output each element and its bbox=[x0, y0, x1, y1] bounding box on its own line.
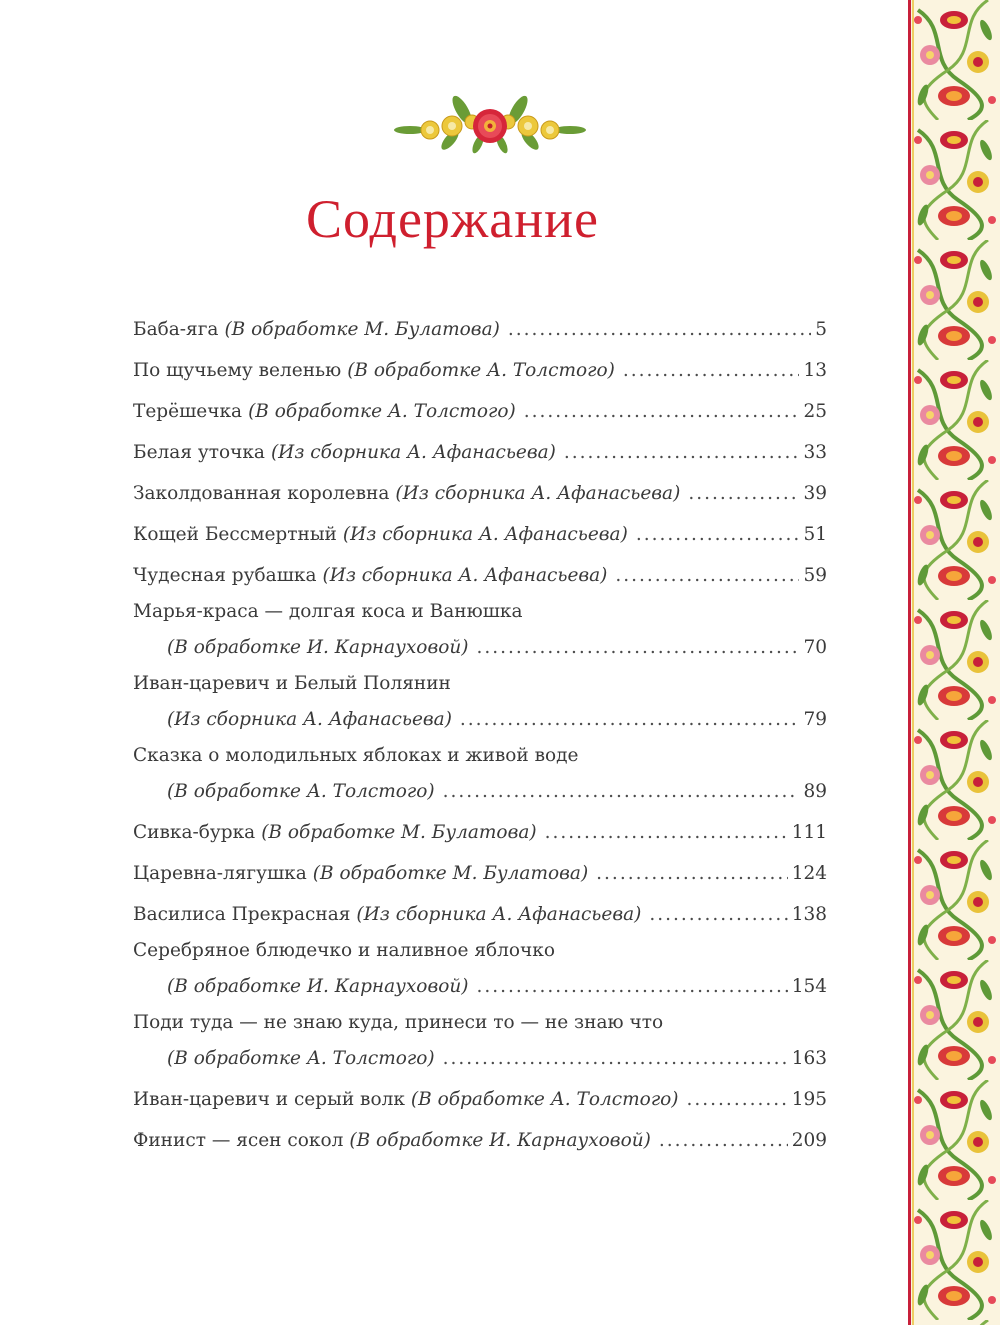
toc-entry-credit: (В обработке А. Толстого) bbox=[248, 401, 516, 423]
toc-entry-page: 25 bbox=[803, 401, 827, 423]
toc-leader-dots bbox=[460, 711, 800, 730]
toc-entry-page: 33 bbox=[803, 442, 827, 464]
toc-entry bbox=[133, 895, 827, 936]
toc-entry-credit: (В обработке И. Карнауховой) bbox=[167, 976, 469, 998]
toc-leader-dots bbox=[524, 403, 800, 422]
toc-entry-page: 138 bbox=[791, 904, 827, 926]
toc-entry-credit: (Из сборника А. Афанасьева) bbox=[322, 565, 608, 587]
toc-leader-dots bbox=[476, 639, 799, 658]
toc-entry-credit: (В обработке И. Карнауховой) bbox=[349, 1130, 651, 1152]
toc-entry-credit: (В обработке М. Булатова) bbox=[312, 863, 589, 885]
toc-entry-page: 39 bbox=[803, 483, 827, 505]
toc-entry-title: Заколдованная королевна bbox=[133, 483, 390, 505]
toc-entry-page: 209 bbox=[791, 1130, 827, 1152]
toc-entry bbox=[133, 433, 827, 474]
toc-leader-dots bbox=[508, 321, 811, 340]
toc-entry-page: 163 bbox=[791, 1048, 827, 1070]
toc-entry-title: Баба-яга bbox=[133, 319, 219, 341]
toc-entry-page: 59 bbox=[803, 565, 827, 587]
toc-entry-credit: (В обработке И. Карнауховой) bbox=[167, 637, 469, 659]
toc-entry-page: 154 bbox=[791, 976, 827, 998]
toc-entry bbox=[133, 474, 827, 515]
toc-entry-title: Чудесная рубашка bbox=[133, 565, 317, 587]
toc-leader-dots bbox=[615, 567, 799, 586]
toc-entry-credit: (В обработке М. Булатова) bbox=[224, 319, 500, 341]
toc-entry bbox=[133, 310, 827, 351]
toc-leader-dots bbox=[545, 824, 788, 843]
toc-leader-dots bbox=[623, 362, 800, 381]
toc-entry bbox=[133, 515, 827, 556]
toc-entry-credit: (Из сборника А. Афанасьева) bbox=[167, 709, 452, 731]
toc-leader-dots bbox=[636, 526, 800, 545]
toc-entry-page: 51 bbox=[803, 524, 827, 546]
toc-entry-title: Царевна-лягушка bbox=[133, 863, 307, 885]
toc-leader-dots bbox=[687, 1091, 788, 1110]
toc-entry-page: 70 bbox=[803, 637, 827, 659]
page-title: Содержание bbox=[306, 189, 599, 249]
toc-entry-credit: (В обработке А. Толстого) bbox=[347, 360, 615, 382]
toc-entry-title: Кощей Бессмертный bbox=[133, 524, 337, 546]
toc-leader-dots bbox=[659, 1132, 788, 1151]
toc-entry-title: Поди туда — не знаю куда, принеси то — не знаю что bbox=[133, 1012, 664, 1034]
toc-entry-page: 79 bbox=[803, 709, 827, 731]
decorative-border bbox=[908, 0, 1000, 1325]
toc-entry-credit: (В обработке А. Толстого) bbox=[167, 1048, 435, 1070]
toc-leader-dots bbox=[443, 1050, 788, 1069]
toc-entry-title: Финист — ясен сокол bbox=[133, 1130, 344, 1152]
toc-entry bbox=[133, 1121, 827, 1162]
toc-entry-page: 5 bbox=[815, 319, 827, 341]
toc-entry bbox=[133, 741, 827, 813]
toc-entry-page: 111 bbox=[791, 822, 827, 844]
toc-entry-credit: (В обработке А. Толстого) bbox=[167, 781, 435, 803]
toc-entry-credit: (В обработке М. Булатова) bbox=[261, 822, 537, 844]
toc-entry bbox=[133, 936, 827, 1008]
toc-entry bbox=[133, 351, 827, 392]
toc-entry-title: Серебряное блюдечко и наливное яблочко bbox=[133, 940, 555, 962]
toc-entry bbox=[133, 1008, 827, 1080]
toc-entry-title: Терёшечка bbox=[133, 401, 243, 423]
toc-entry-credit: (Из сборника А. Афанасьева) bbox=[395, 483, 681, 505]
toc-entry-page: 124 bbox=[791, 863, 827, 885]
toc-leader-dots bbox=[596, 865, 788, 884]
toc-entry-title: Василиса Прекрасная bbox=[133, 904, 351, 926]
toc-entry bbox=[133, 597, 827, 669]
toc-leader-dots bbox=[443, 783, 800, 802]
toc-leader-dots bbox=[688, 485, 799, 504]
toc-entry-credit: (Из сборника А. Афанасьева) bbox=[356, 904, 642, 926]
toc-leader-dots bbox=[649, 906, 787, 925]
toc-entry-title: По щучьему веленью bbox=[133, 360, 342, 382]
toc-leader-dots bbox=[564, 444, 800, 463]
toc-entry-credit: (Из сборника А. Афанасьева) bbox=[270, 442, 556, 464]
toc-entry bbox=[133, 392, 827, 433]
toc-entry-title: Марья-краса — долгая коса и Ванюшка bbox=[133, 601, 523, 623]
toc-entry-title: Иван-царевич и серый волк bbox=[133, 1089, 405, 1111]
toc-entry bbox=[133, 854, 827, 895]
toc-entry-title: Сивка-бурка bbox=[133, 822, 256, 844]
floral-ornament bbox=[390, 92, 590, 162]
toc-entry bbox=[133, 556, 827, 597]
toc-entry-page: 89 bbox=[803, 781, 827, 803]
table-of-contents bbox=[133, 310, 827, 1162]
toc-entry-credit: (В обработке А. Толстого) bbox=[410, 1089, 679, 1111]
toc-entry-page: 13 bbox=[803, 360, 827, 382]
toc-entry-title: Иван-царевич и Белый Полянин bbox=[133, 673, 451, 695]
toc-entry bbox=[133, 669, 827, 741]
toc-entry-credit: (Из сборника А. Афанасьева) bbox=[342, 524, 628, 546]
toc-entry-page: 195 bbox=[791, 1089, 827, 1111]
toc-entry-title: Сказка о молодильных яблоках и живой воде bbox=[133, 745, 579, 767]
toc-entry-title: Белая уточка bbox=[133, 442, 265, 464]
toc-entry bbox=[133, 813, 827, 854]
toc-entry bbox=[133, 1080, 827, 1121]
toc-leader-dots bbox=[476, 978, 787, 997]
